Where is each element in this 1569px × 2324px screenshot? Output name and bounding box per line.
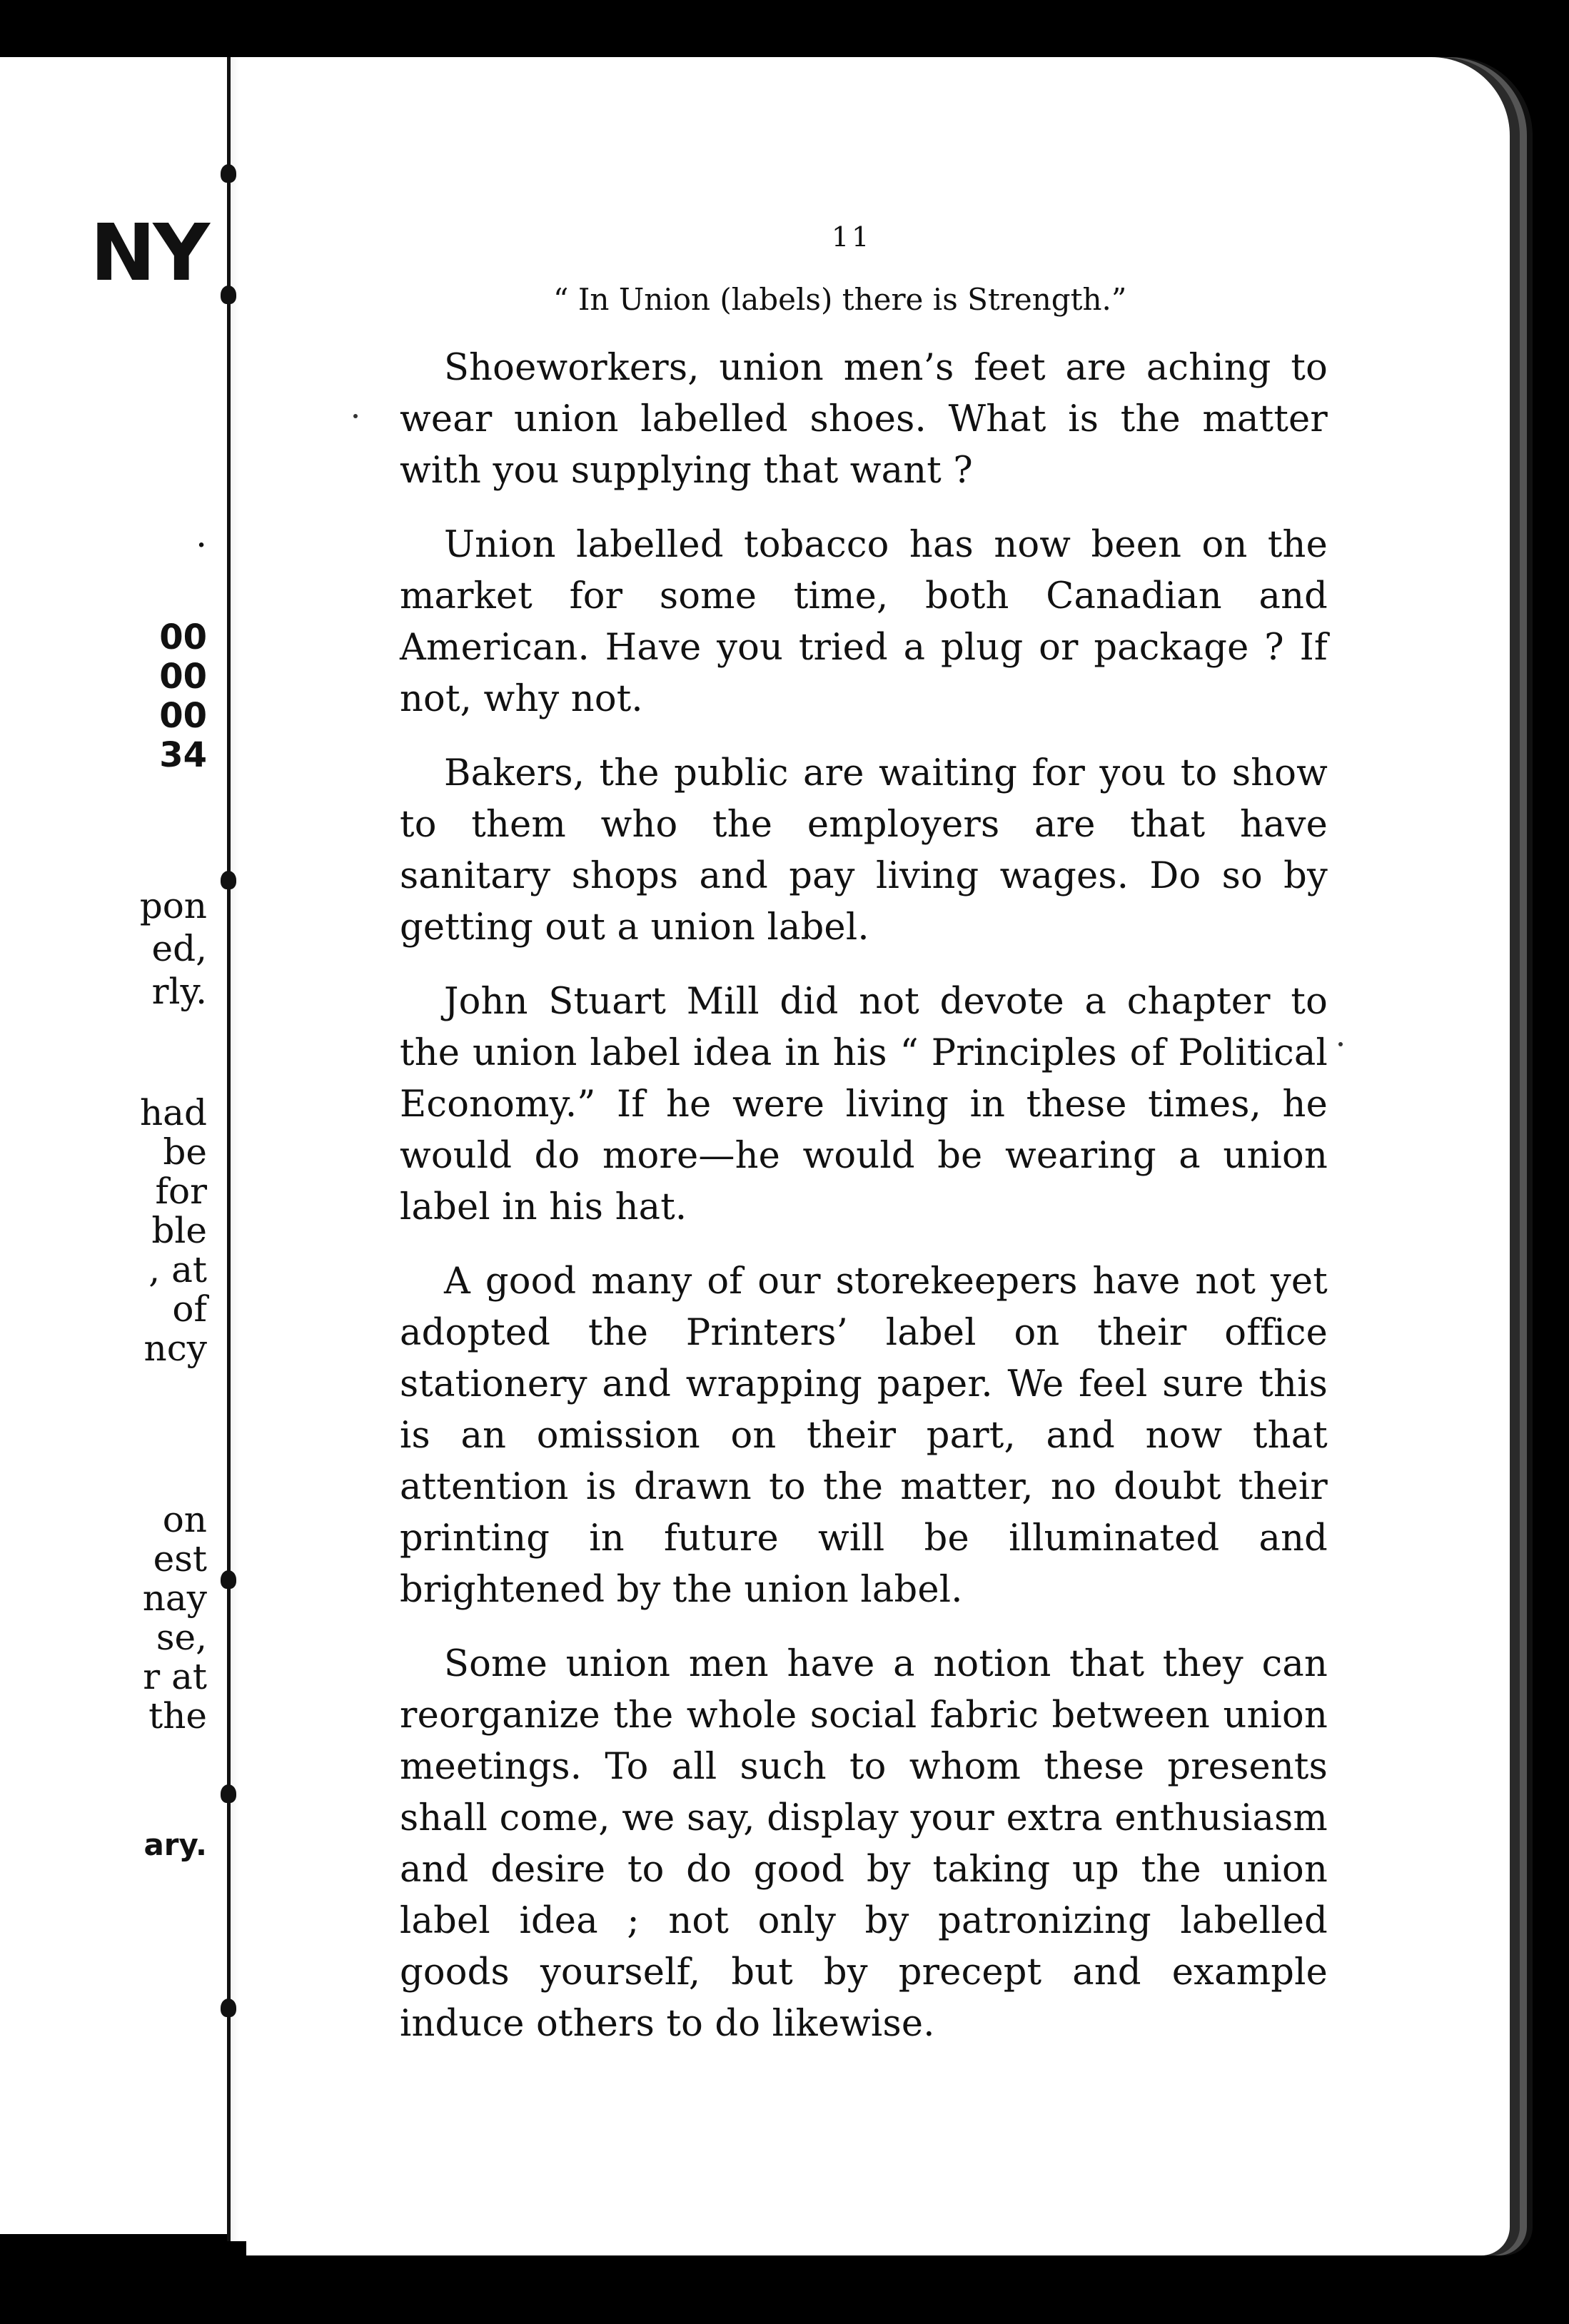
binding-stitch <box>221 871 236 889</box>
left-page-fragment <box>0 57 228 2234</box>
left-page-text-fragment: . <box>196 514 207 555</box>
left-page-text-fragment: pon <box>139 885 207 926</box>
left-page-text-fragment: ed, <box>151 928 207 969</box>
left-page-text-fragment: est <box>153 1538 207 1580</box>
left-page-text-fragment: ncy <box>143 1328 207 1369</box>
binding-stitch <box>221 1999 236 2017</box>
left-page-text-fragment: nay <box>142 1577 207 1619</box>
paragraph: Union labelled tobacco has now been on the market for some time, both Canadian and American. Have you tried a plug or package ? If not, why not. <box>400 524 1328 720</box>
print-speck <box>353 414 358 418</box>
body-text <box>400 343 1328 2073</box>
page-number: 11 <box>832 221 872 253</box>
left-page-text-fragment: ble <box>151 1210 207 1251</box>
paragraph: Some union men have a notion that they can reorganize the whole social fabric between union meetings. To all such to whom these presents shall come, we say, display your extra enthusiasm and desire to do good by taking up the union label idea ; not only by patronizing labelled goods yourself, but by precept and example induce others to do likewise. <box>400 1643 1328 2045</box>
binding-stitch <box>221 286 236 304</box>
left-page-text-fragment: 00 <box>159 696 207 736</box>
left-page-text-fragment: rly. <box>151 971 207 1012</box>
binding-stitch <box>221 1784 236 1803</box>
binding-stitch <box>221 164 236 183</box>
left-page-text-fragment: r at <box>143 1656 207 1697</box>
left-page-text-fragment: 00 <box>159 657 207 697</box>
left-page-text-fragment: on <box>162 1499 207 1540</box>
left-page-text-fragment: 34 <box>159 735 207 775</box>
paragraph: Bakers, the public are waiting for you to show to them who the employers are that have sanitary shops and pay living wages. Do so by getting out a union label. <box>400 752 1328 949</box>
left-page-text-fragment: of <box>172 1288 207 1330</box>
left-page-text-fragment: NY <box>90 207 207 298</box>
left-page-text-fragment: ary. <box>143 1827 207 1862</box>
epigraph: “ In Union (labels) there is Strength.” <box>553 282 1127 317</box>
left-page-text-fragment: be <box>163 1131 207 1173</box>
left-page-text-fragment: , at <box>148 1249 207 1290</box>
paragraph: Shoeworkers, union men’s feet are aching to wear union labelled shoes. What is the matter with you supplying that want ? <box>400 347 1328 492</box>
binding-stitch <box>221 1570 236 1589</box>
left-page-text-fragment: 00 <box>159 617 207 657</box>
print-speck <box>1338 1042 1343 1046</box>
left-page-text-fragment: had <box>139 1092 207 1133</box>
paragraph: A good many of our storekeepers have not yet adopted the Printers’ label on their office stationery and wrapping paper. We feel sure this is an omission on their part, and now that attention is drawn to the matter, no doubt their printing in future will be illuminated and brightened by the union label. <box>400 1260 1328 1611</box>
left-page-text-fragment: the <box>148 1695 207 1737</box>
paragraph: John Stuart Mill did not devote a chapter to the union label idea in his “ Principles of Political Economy.” If he were living in these times, he would do more—he would be wearing a union label in his hat. <box>400 981 1328 1228</box>
left-page-text-fragment: for <box>155 1171 207 1212</box>
left-page-text-fragment: se, <box>156 1617 207 1658</box>
book-page <box>246 57 1510 2255</box>
